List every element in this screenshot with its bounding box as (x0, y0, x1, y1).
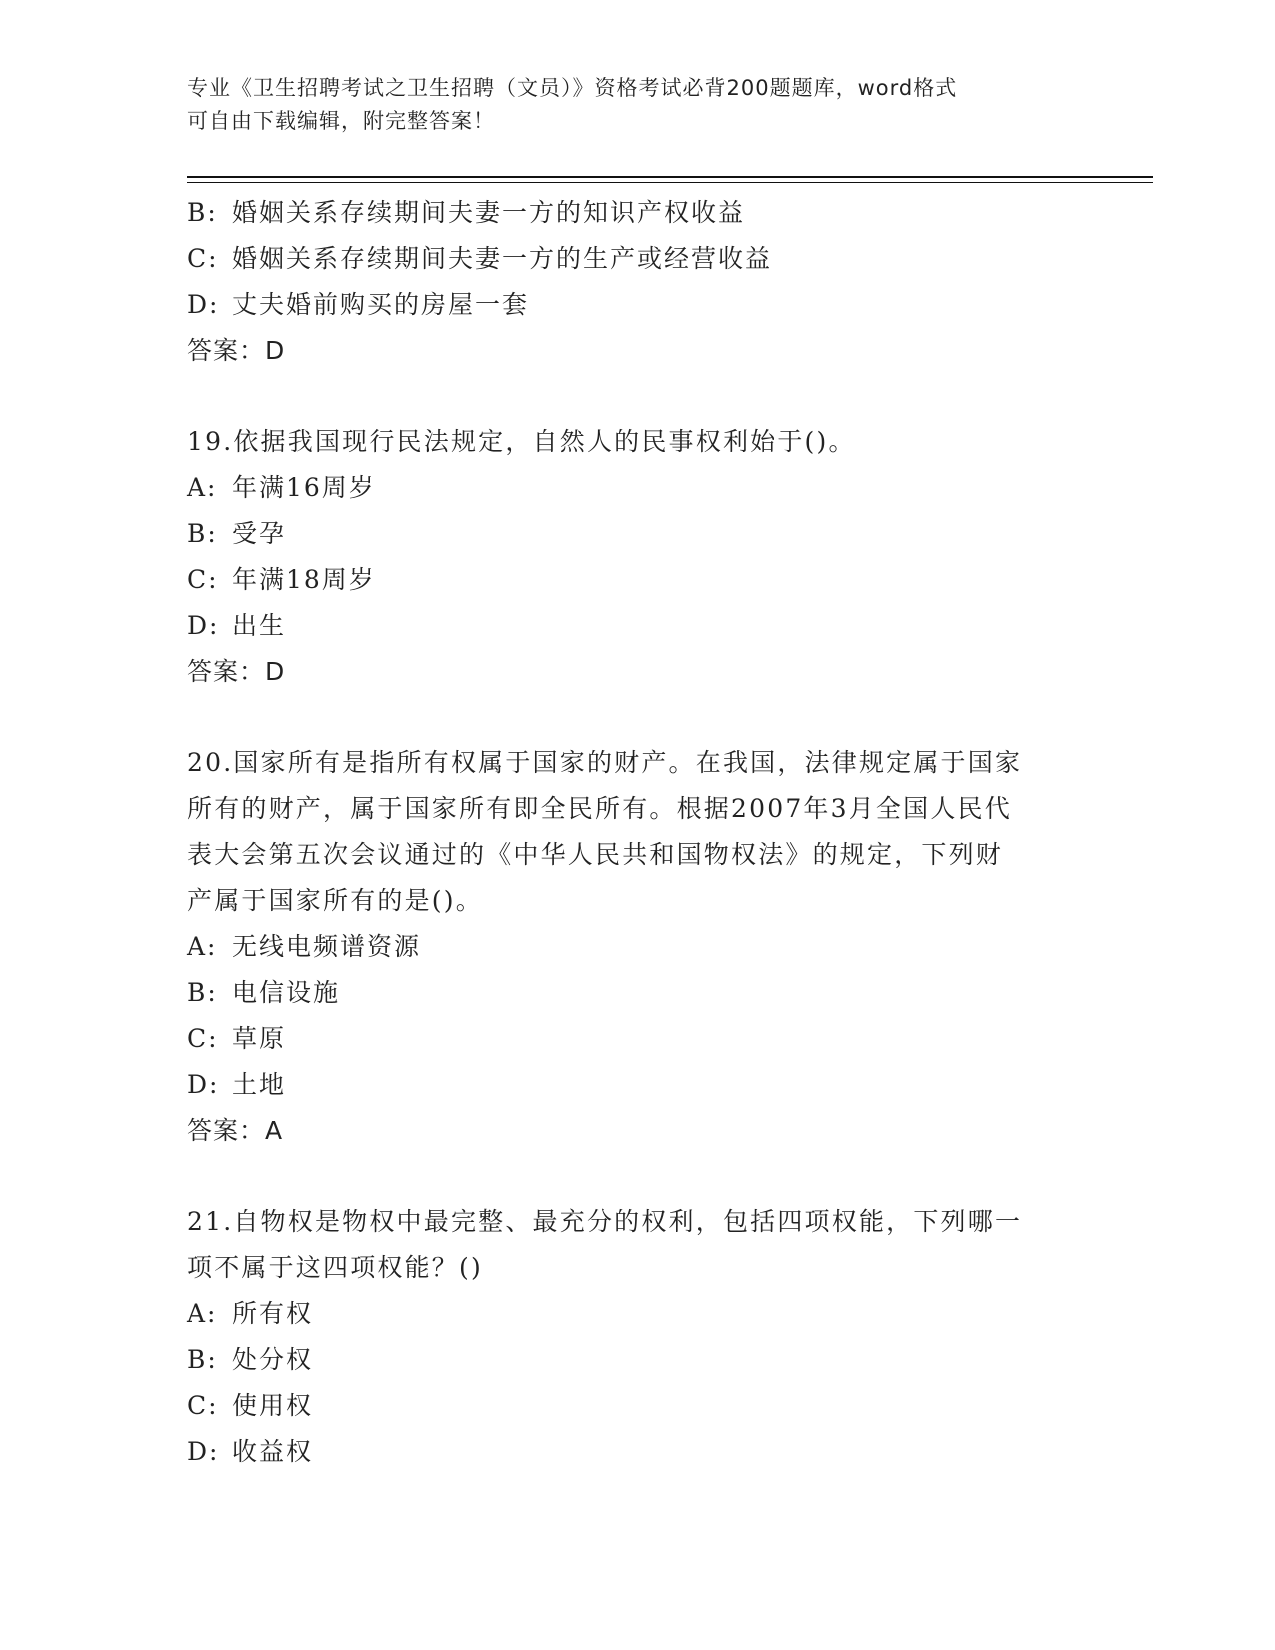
option-d (187, 603, 1087, 649)
option-letter: A: (187, 932, 218, 961)
option-letter: B: (187, 519, 218, 548)
header-line-2: 可自由下载编辑，附完整答案！ (187, 109, 495, 133)
question-content (187, 190, 1087, 1475)
document-header (187, 72, 1067, 138)
question-stem: 19.依据我国现行民法规定，自然人的民事权利始于()。 (187, 427, 856, 456)
question-stem-line: 项不属于这四项权能？() (187, 1253, 483, 1282)
option-c (187, 236, 1087, 282)
option-letter: C: (187, 244, 219, 273)
option-letter: B: (187, 198, 218, 227)
option-b (187, 1337, 1087, 1383)
header-line-1: 专业《卫生招聘考试之卫生招聘（文员）》资格考试必背200题题库，word格式 (187, 76, 958, 100)
answer-line: 答案：D (187, 657, 286, 686)
option-d (187, 1062, 1087, 1108)
option-a (187, 924, 1087, 970)
option-letter: C: (187, 1024, 219, 1053)
option-a (187, 465, 1087, 511)
option-text: 处分权 (232, 1345, 314, 1374)
option-c (187, 1016, 1087, 1062)
option-text: 收益权 (232, 1437, 314, 1466)
answer-line: 答案：D (187, 336, 286, 365)
option-letter: A: (187, 473, 218, 502)
option-text: 年满16周岁 (232, 473, 376, 502)
option-letter: D: (187, 290, 220, 319)
option-text: 丈夫婚前购买的房屋一套 (232, 290, 530, 319)
question-stem-line: 20.国家所有是指所有权属于国家的财产。在我国，法律规定属于国家 (187, 748, 1023, 777)
option-letter: C: (187, 1391, 219, 1420)
option-text: 婚姻关系存续期间夫妻一方的生产或经营收益 (232, 244, 773, 273)
option-text: 电信设施 (232, 978, 341, 1007)
option-b (187, 970, 1087, 1016)
option-letter: A: (187, 1299, 218, 1328)
option-text: 婚姻关系存续期间夫妻一方的知识产权收益 (232, 198, 746, 227)
question-stem-line: 21.自物权是物权中最完整、最充分的权利，包括四项权能，下列哪一 (187, 1207, 1023, 1236)
option-c (187, 557, 1087, 603)
option-a (187, 1291, 1087, 1337)
question-18-block (187, 190, 1087, 374)
header-rule-thin (187, 182, 1153, 183)
question-stem-line: 产属于国家所有的是()。 (187, 886, 483, 915)
answer-line: 答案：A (187, 1116, 284, 1145)
question-stem-line: 表大会第五次会议通过的《中华人民共和国物权法》的规定，下列财 (187, 840, 1004, 869)
option-text: 出生 (232, 611, 287, 640)
option-letter: B: (187, 978, 218, 1007)
option-text: 年满18周岁 (232, 565, 376, 594)
option-c (187, 1383, 1087, 1429)
option-d (187, 1429, 1087, 1475)
option-letter: C: (187, 565, 219, 594)
option-text: 无线电频谱资源 (232, 932, 422, 961)
option-letter: D: (187, 1437, 220, 1466)
option-b (187, 190, 1087, 236)
question-stem-line: 所有的财产，属于国家所有即全民所有。根据2007年3月全国人民代 (187, 794, 1012, 823)
header-rule-thick (187, 176, 1153, 178)
option-text: 草原 (232, 1024, 287, 1053)
option-text: 受孕 (232, 519, 287, 548)
option-text: 使用权 (232, 1391, 314, 1420)
option-d (187, 282, 1087, 328)
option-letter: D: (187, 611, 220, 640)
question-19-block (187, 419, 1087, 695)
option-text: 土地 (232, 1070, 287, 1099)
question-21-block (187, 1199, 1087, 1475)
option-letter: D: (187, 1070, 220, 1099)
question-20-block (187, 740, 1087, 1154)
option-b (187, 511, 1087, 557)
option-text: 所有权 (232, 1299, 314, 1328)
option-letter: B: (187, 1345, 218, 1374)
